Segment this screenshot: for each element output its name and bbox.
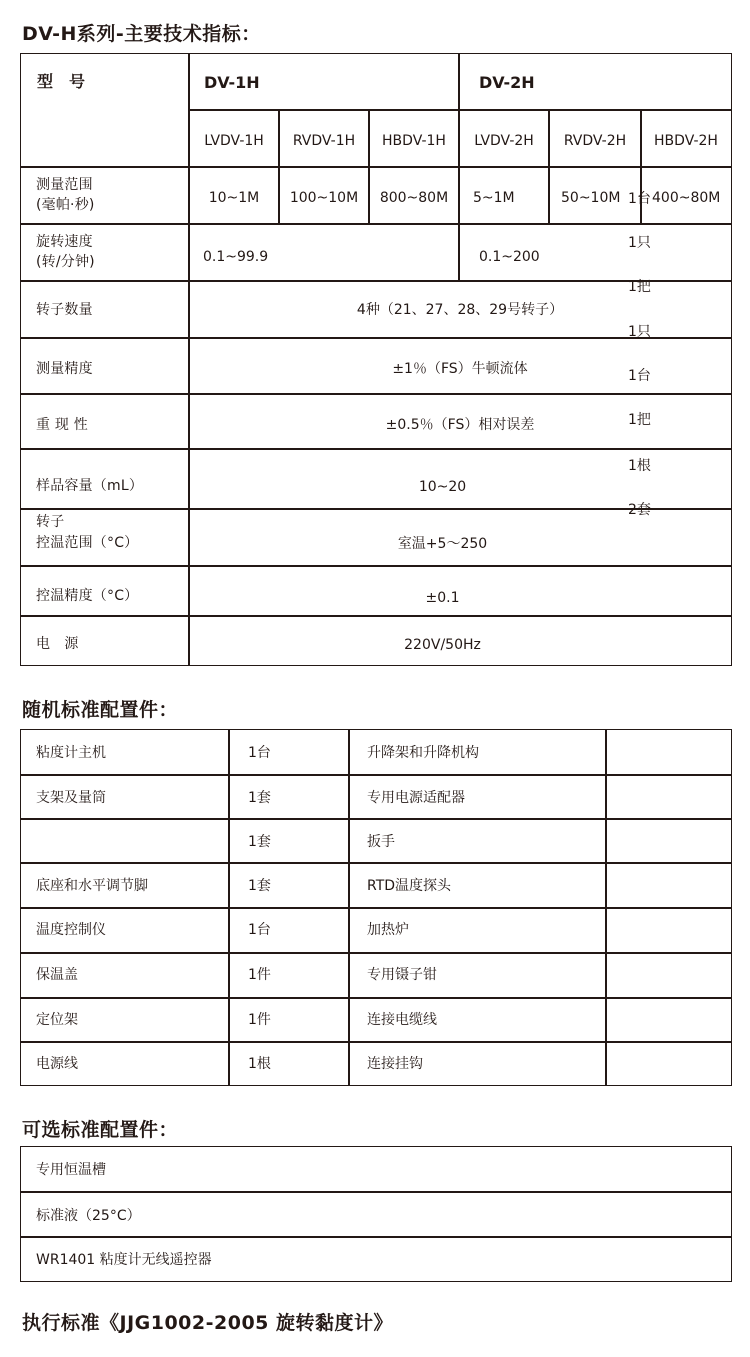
divider [548, 109, 550, 223]
speed-value-dv-2h: 0.1~200 [479, 249, 540, 265]
divider [189, 109, 732, 111]
accessory-name: 升降架和升降机构 [367, 745, 479, 761]
accuracy-label: 测量精度 [36, 361, 93, 377]
divider [20, 1236, 732, 1238]
divider [20, 1191, 732, 1193]
accessory-name: 粘度计主机 [36, 745, 106, 761]
power-value: 220V/50Hz [404, 637, 481, 653]
temp-range-label-line1: 转子 [36, 514, 65, 530]
overflow-quantity: 1把 [628, 412, 651, 428]
divider [20, 774, 732, 776]
standard-heading: 执行标准《JJG1002-2005 旋转黏度计》 [22, 1312, 393, 1334]
divider [20, 448, 732, 450]
overflow-quantity: 1只 [628, 235, 651, 251]
divider [20, 952, 732, 954]
optional-item: WR1401 粘度计无线遥控器 [36, 1252, 212, 1268]
range-value: 5~1M [473, 190, 515, 206]
specs-heading: DV-H系列-主要技术指标： [22, 23, 261, 45]
divider [20, 565, 732, 567]
accessory-name: 底座和水平调节脚 [36, 878, 148, 894]
divider [20, 280, 732, 282]
accessory-name: 电源线 [36, 1056, 78, 1072]
divider [20, 508, 732, 510]
model-label: 型 号 [37, 72, 86, 91]
speed-unit-label: (转/分钟) [36, 254, 95, 270]
accessory-name: 支架及量筒 [36, 790, 106, 806]
rotor-count-label: 转子数量 [36, 302, 93, 318]
speed-label: 旋转速度 [36, 234, 93, 250]
accessory-name: 保温盖 [36, 967, 78, 983]
accessory-name: 专用镊子钳 [367, 967, 437, 983]
overflow-quantity: 1台 [628, 191, 651, 207]
accessory-name: 温度控制仪 [36, 922, 106, 938]
overflow-quantity: 1只 [628, 324, 651, 340]
submodel-rvdv-2h: RVDV-2H [563, 133, 627, 149]
optional-item: 专用恒温槽 [36, 1162, 106, 1178]
volume-label: 样品容量（mL） [36, 478, 144, 494]
accessory-qty: 1台 [248, 922, 271, 938]
divider [458, 53, 460, 280]
temp-accuracy-label: 控温精度（°C） [36, 588, 139, 604]
accessory-qty: 1台 [248, 745, 271, 761]
accessory-name: 专用电源适配器 [367, 790, 465, 806]
accuracy-value: ±1％（FS）牛顿流体 [392, 361, 528, 377]
accessory-name: RTD温度探头 [367, 878, 452, 894]
power-label: 电 源 [36, 636, 79, 652]
divider [20, 907, 732, 909]
range-value: 100~10M [289, 190, 359, 206]
accessory-name: 连接挂钩 [367, 1056, 423, 1072]
divider [20, 818, 732, 820]
divider [20, 997, 732, 999]
range-value: 400~80M [652, 190, 721, 206]
accessory-qty: 1件 [248, 1012, 271, 1028]
repeatability-value: ±0.5％（FS）相对误差 [385, 417, 535, 433]
range-label: 测量范围 [36, 177, 93, 193]
accessory-qty: 1根 [248, 1056, 271, 1072]
temp-accuracy-value: ±0.1 [425, 590, 460, 606]
overflow-quantity: 2套 [628, 502, 651, 518]
divider [20, 393, 732, 395]
accessory-name: 定位架 [36, 1012, 78, 1028]
standard-accessories-heading: 随机标准配置件： [22, 699, 179, 721]
temp-range-label-line2: 控温范围（°C） [36, 535, 139, 551]
divider [20, 223, 732, 225]
overflow-quantity: 1台 [628, 368, 651, 384]
accessory-name: 连接电缆线 [367, 1012, 437, 1028]
accessory-qty: 1套 [248, 834, 271, 850]
speed-value-dv-1h: 0.1~99.9 [203, 249, 269, 265]
overflow-quantity: 1根 [628, 458, 651, 474]
submodel-rvdv-1h: RVDV-1H [292, 133, 356, 149]
range-value: 10~1M [208, 190, 260, 206]
range-unit-label: (毫帕·秒) [36, 197, 95, 213]
submodel-lvdv-1h: LVDV-1H [204, 133, 264, 149]
divider [20, 1041, 732, 1043]
group-dv-2h: DV-2H [479, 73, 535, 92]
accessory-qty: 1件 [248, 967, 271, 983]
group-dv-1h: DV-1H [204, 73, 260, 92]
accessory-name: 加热炉 [367, 922, 409, 938]
submodel-hbdv-1h: HBDV-1H [382, 133, 446, 149]
divider [20, 615, 732, 617]
optional-item: 标准液（25°C） [36, 1208, 141, 1224]
accessory-qty: 1套 [248, 790, 271, 806]
temp-range-value: 室温+5～250 [397, 536, 488, 552]
accessory-qty: 1套 [248, 878, 271, 894]
overflow-quantity: 1把 [628, 279, 651, 295]
divider [20, 862, 732, 864]
repeatability-label: 重 现 性 [36, 417, 88, 433]
submodel-hbdv-2h: HBDV-2H [654, 133, 718, 149]
volume-value: 10~20 [418, 479, 467, 495]
submodel-lvdv-2h: LVDV-2H [474, 133, 534, 149]
optional-accessories-heading: 可选标准配置件： [22, 1119, 179, 1141]
divider [20, 166, 732, 168]
accessory-name: 扳手 [367, 834, 395, 850]
range-value: 800~80M [379, 190, 449, 206]
rotor-count-value: 4种（21、27、28、29号转子） [356, 302, 564, 318]
range-value: 50~10M [561, 190, 621, 206]
divider [20, 337, 732, 339]
